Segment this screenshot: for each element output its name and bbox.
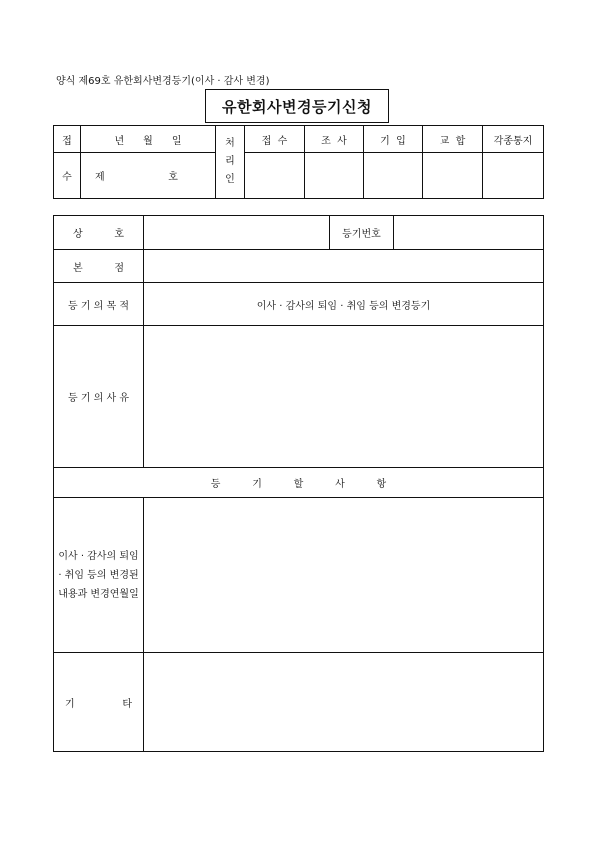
registration-purpose-label: 등 기 의 목 적 [54,283,144,326]
change-details-label: 이사 · 감사의 퇴임 · 취임 등의 변경된 내용과 변경연월일 [54,498,144,653]
processor-char-2: 리 [225,156,235,167]
registration-matters-header: 등 기 할 사 항 [54,468,544,498]
registration-purpose-value: 이사 · 감사의 퇴임 · 취임 등의 변경등기 [144,283,544,326]
receipt-stamp-cell[interactable] [245,153,305,199]
other-label: 기 타 [54,653,144,752]
change-details-field[interactable] [144,498,544,653]
col-verification-header: 교 합 [423,126,483,153]
verification-stamp-cell[interactable] [423,153,483,199]
form-title: 유한회사변경등기신청 [205,89,389,123]
col-receipt-header: 접 수 [245,126,305,153]
entry-stamp-cell[interactable] [364,153,423,199]
registration-number-label: 등기번호 [330,216,394,250]
receipt-jeop-label: 접 [54,126,81,153]
notification-stamp-cell[interactable] [483,153,544,199]
other-field[interactable] [144,653,544,752]
processor-char-1: 처 [225,138,235,149]
receipt-date-label: 년 월 일 [81,126,216,153]
company-name-field[interactable] [144,216,330,250]
processor-label [216,126,245,199]
application-table [53,215,544,752]
form-number-label: 양식 제69호 유한회사변경등기(이사 · 감사 변경) [56,76,270,87]
registration-number-field[interactable] [394,216,544,250]
investigation-stamp-cell[interactable] [305,153,364,199]
company-name-label: 상 호 [54,216,144,250]
col-entry-header: 기 입 [364,126,423,153]
registration-reason-field[interactable] [144,326,544,468]
receipt-number-label: 제 호 [81,153,216,199]
col-notification-header: 각종통지 [483,126,544,153]
head-office-field[interactable] [144,250,544,283]
head-office-label: 본 점 [54,250,144,283]
registration-reason-label: 등 기 의 사 유 [54,326,144,468]
col-investigation-header: 조 사 [305,126,364,153]
processor-char-3: 인 [225,174,235,185]
receipt-table [53,125,544,199]
receipt-su-label: 수 [54,153,81,199]
